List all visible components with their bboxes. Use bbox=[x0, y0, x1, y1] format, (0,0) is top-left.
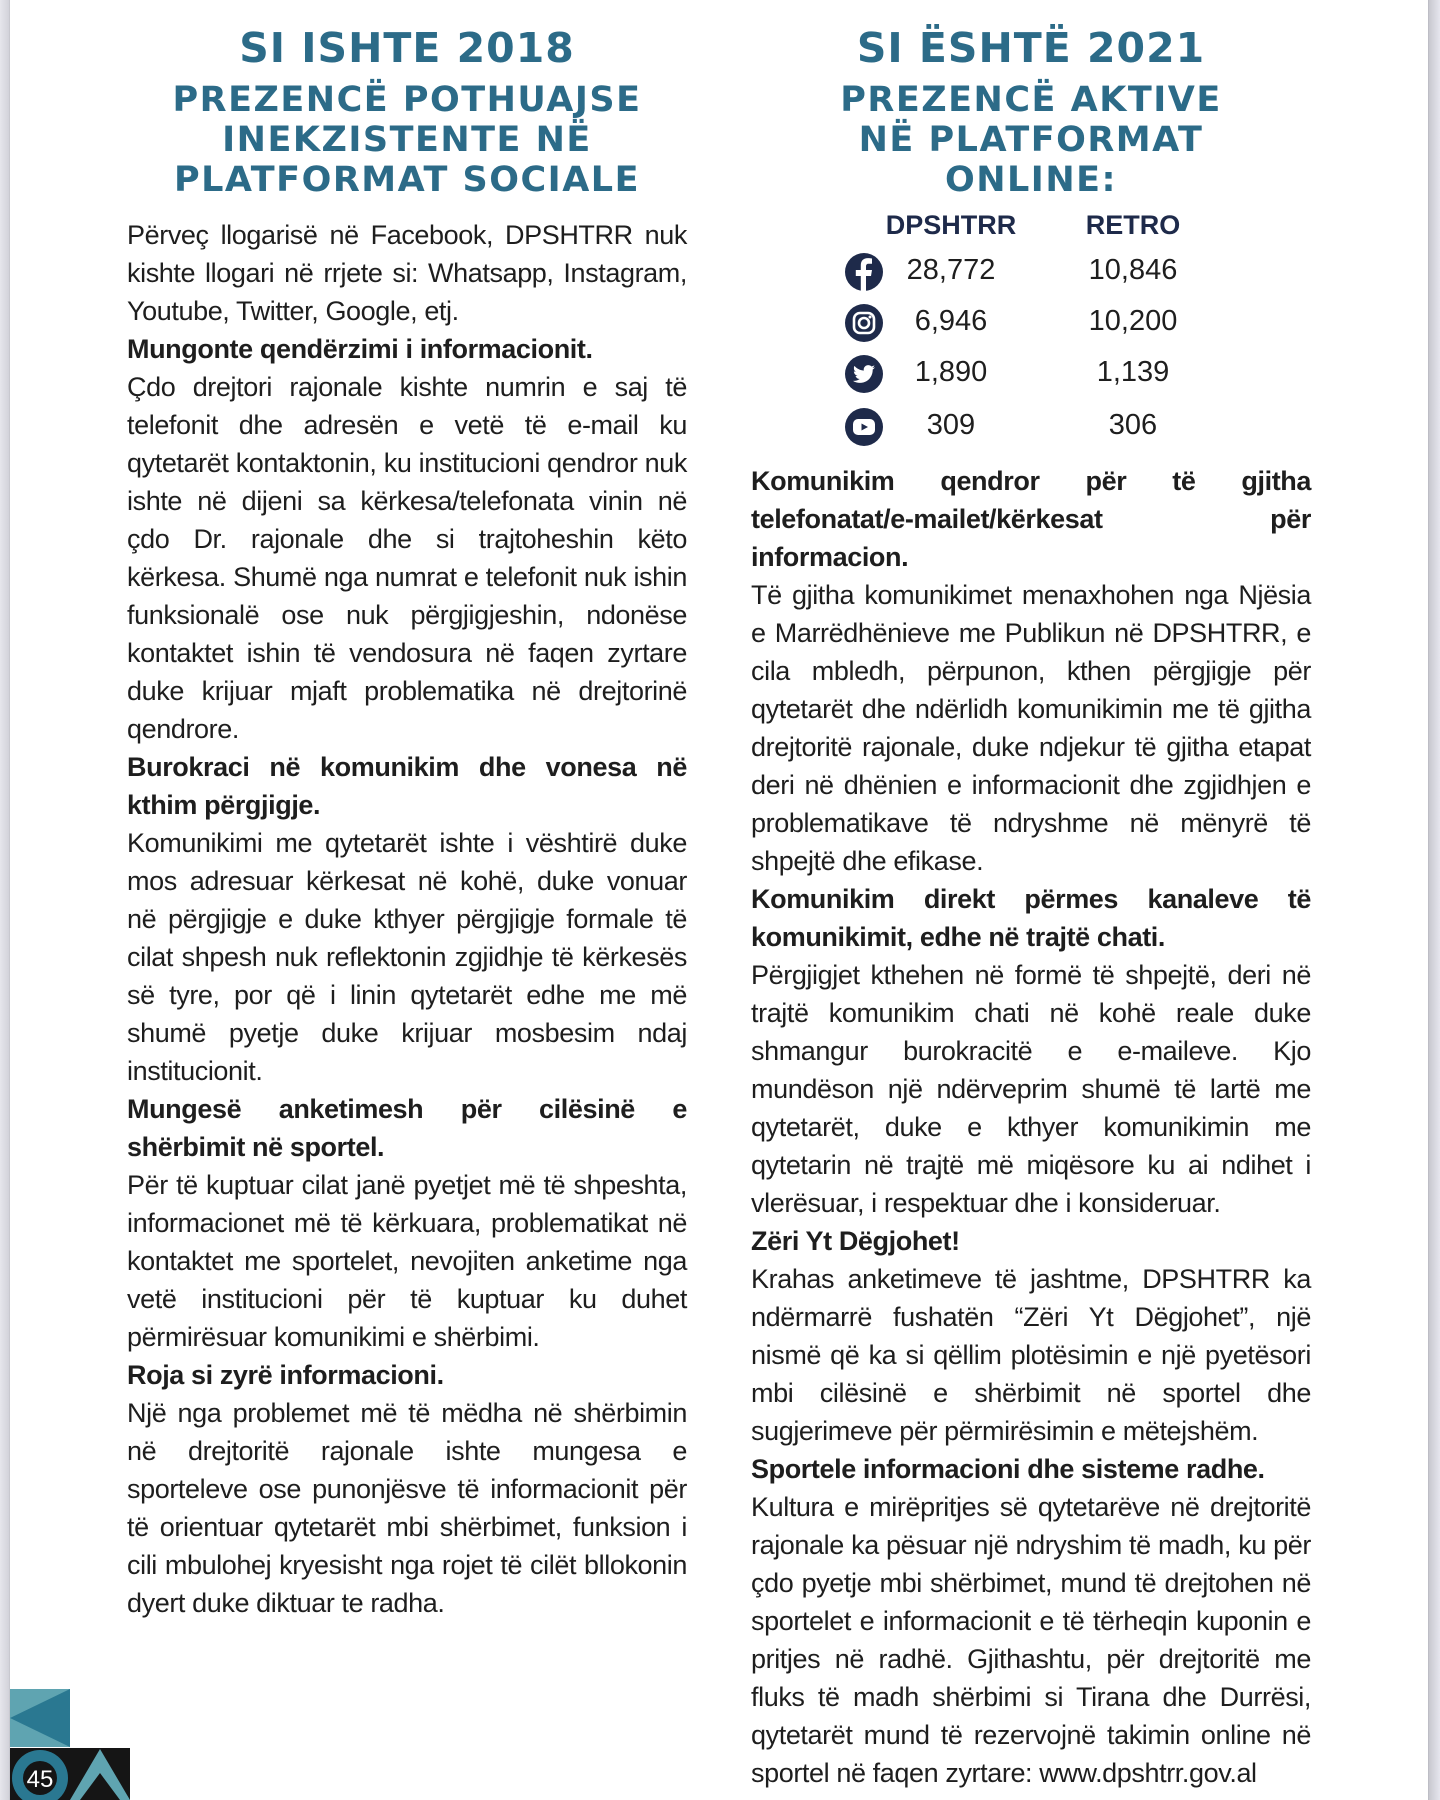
subtitle-2021 bbox=[751, 80, 1311, 200]
page-edge-right bbox=[1428, 0, 1440, 1800]
stat-value-retro: 10,846 bbox=[1088, 254, 1178, 286]
section-heading: Komunikim qendror për të gjitha telefonatat/e-mailet/kërkesat për informacion. bbox=[751, 466, 1311, 572]
stat-value-retro: 10,200 bbox=[1088, 305, 1178, 337]
paragraph: Përveç llogarisë në Facebook, DPSHTRR nuk kishte llogari në rrjete si: Whatsapp, Instagram, Youtube, Twitter, Google, etj. bbox=[127, 220, 687, 326]
column-2018 bbox=[127, 0, 687, 1622]
stat-value-dpshtrr: 28,772 bbox=[906, 254, 996, 286]
subtitle-line: PREZENCË POTHUAJSE bbox=[172, 80, 642, 120]
subtitle-line: INEKZISTENTE NË bbox=[222, 120, 592, 160]
stats-row-youtube bbox=[751, 405, 1311, 455]
subtitle-2018 bbox=[127, 80, 687, 200]
paragraph: Të gjitha komunikimet menaxhohen nga Njësia e Marrëdhënieve me Publikun në DPSHTRR, e cila mbledh, përpunon, kthen përgjigje për qytetarët dhe ndërlidh komunikimin me të gjitha drejtoritë rajonale, duke ndjekur të gjitha etapat deri në dhënien e informacionit dhe zgjidhjen e problematikave të ndryshme në mënyrë të shpejtë dhe efikase. bbox=[751, 580, 1311, 876]
page-number: 45 bbox=[26, 1766, 54, 1793]
stat-value-dpshtrr: 309 bbox=[926, 409, 976, 441]
page-number-badge bbox=[10, 1689, 200, 1800]
section-heading: Sportele informacioni dhe sisteme radhe. bbox=[751, 1454, 1265, 1484]
subtitle-line: ONLINE: bbox=[944, 160, 1118, 200]
stats-row-instagram bbox=[751, 301, 1311, 351]
stat-value-retro: 306 bbox=[1108, 409, 1158, 441]
paragraph: Përgjigjet kthehen në formë të shpejtë, deri në trajtë komunikim chati në kohë reale duke shmangur burokracitë e e-maileve. Kjo mundëson një ndërveprim shumë të lartë me qytetarët, duke e kthyer komunikimin me qytetarin në trajtë më miqësore ku ai ndihet i vlerësuar, i respektuar dhe i konsideruar. bbox=[751, 960, 1311, 1218]
subtitle-line: NË PLATFORMAT bbox=[858, 120, 1204, 160]
body-2021 bbox=[751, 462, 1311, 1792]
paragraph: Për të kuptuar cilat janë pyetjet më të shpeshta, informacionet më të kërkuara, problematikat në kontaktet me sportelet, nevojiten anketime nga vetë institucioni për të kuptuar ku duhet përmirësuar komunikimi e shërbimi. bbox=[127, 1170, 687, 1352]
paragraph: Çdo drejtori rajonale kishte numrin e saj të telefonit dhe adresën e vetë të e-mail ku qytetarët kontaktonin, ku institucioni qendror nuk ishte në dijeni sa kërkesa/telefonata vinin në çdo Dr. rajonale dhe si trajtoheshin këto kërkesa. Shumë nga numrat e telefonit nuk ishin funksionalë ose nuk përgjigjeshin, ndonëse kontaktet ishin të vendosura në faqen zyrtare duke krijuar mjaft problematika në drejtorinë qendrore. bbox=[127, 372, 687, 744]
title-2018: SI ISHTE 2018 bbox=[239, 24, 575, 72]
subtitle-line: PREZENCË AKTIVE bbox=[840, 80, 1222, 120]
column-2021 bbox=[751, 0, 1311, 1792]
subtitle-line: PLATFORMAT SOCIALE bbox=[173, 160, 641, 200]
section-heading: Zëri Yt Dëgjohet! bbox=[751, 1226, 960, 1256]
stats-row-facebook bbox=[751, 250, 1311, 300]
section-heading: Burokraci në komunikim dhe vonesa në kthim përgjigje. bbox=[127, 752, 687, 820]
paragraph: Kultura e mirëpritjes së qytetarëve në drejtoritë rajonale ka pësuar një ndryshim të madh, ku për çdo pyetje mbi shërbimet, mund të drejtohen në sportelet e informacionit e të tërheqin kuponin e pritjes në radhë. Gjithashtu, për drejtoritë me fluks të madh shërbimi si Tirana dhe Durrësi, qytetarët mund të rezervojnë takimin online në sportel në faqen zyrtare: www.dpshtrr.gov.al bbox=[751, 1492, 1311, 1788]
body-2018 bbox=[127, 216, 687, 1622]
stat-value-dpshtrr: 1,890 bbox=[914, 356, 988, 388]
column-header-dpshtrr: DPSHTRR bbox=[885, 210, 1017, 240]
section-heading: Roja si zyrë informacioni. bbox=[127, 1360, 444, 1390]
section-heading: Mungesë anketimesh për cilësinë e shërbimit në sportel. bbox=[127, 1094, 687, 1162]
paragraph: Një nga problemet më të mëdha në shërbimin në drejtoritë rajonale ishte mungesa e sporteleve ose punonjësve të informacionit për të orientuar qytetarët mbi shërbimet, funksion i cili mbulohej kryesisht nga rojet të cilët bllokonin dyert duke diktuar te radha. bbox=[127, 1398, 687, 1618]
paragraph: Komunikimi me qytetarët ishte i vështirë duke mos adresuar kërkesat në kohë, duke vonuar në përgjigje e duke kthyer përgjigje formale të cilat shpesh nuk reflektonin zgjidhje të kërkesës së tyre, por që i linin qytetarët edhe me më shumë pyetje duke krijuar mosbesim ndaj institucionit. bbox=[127, 828, 687, 1086]
page-edge-left bbox=[0, 0, 10, 1800]
title-2021: SI ËSHTË 2021 bbox=[856, 24, 1206, 72]
stat-value-dpshtrr: 6,946 bbox=[914, 305, 988, 337]
stat-value-retro: 1,139 bbox=[1096, 356, 1170, 388]
social-stats-table bbox=[751, 210, 1311, 462]
section-heading: Mungonte qendërzimi i informacionit. bbox=[127, 334, 593, 364]
section-heading: Komunikim direkt përmes kanaleve të komunikimit, edhe në trajtë chati. bbox=[751, 884, 1311, 952]
paragraph: Krahas anketimeve të jashtme, DPSHTRR ka ndërmarrë fushatën “Zëri Yt Dëgjohet”, një nismë që ka si qëllim plotësimin e një pyetësori mbi cilësinë e shërbimit në sportel dhe sugjerimeve për përmirësimin e mëtejshëm. bbox=[751, 1264, 1311, 1446]
stats-row-twitter bbox=[751, 352, 1311, 402]
column-header-retro: RETRO bbox=[1085, 210, 1181, 240]
